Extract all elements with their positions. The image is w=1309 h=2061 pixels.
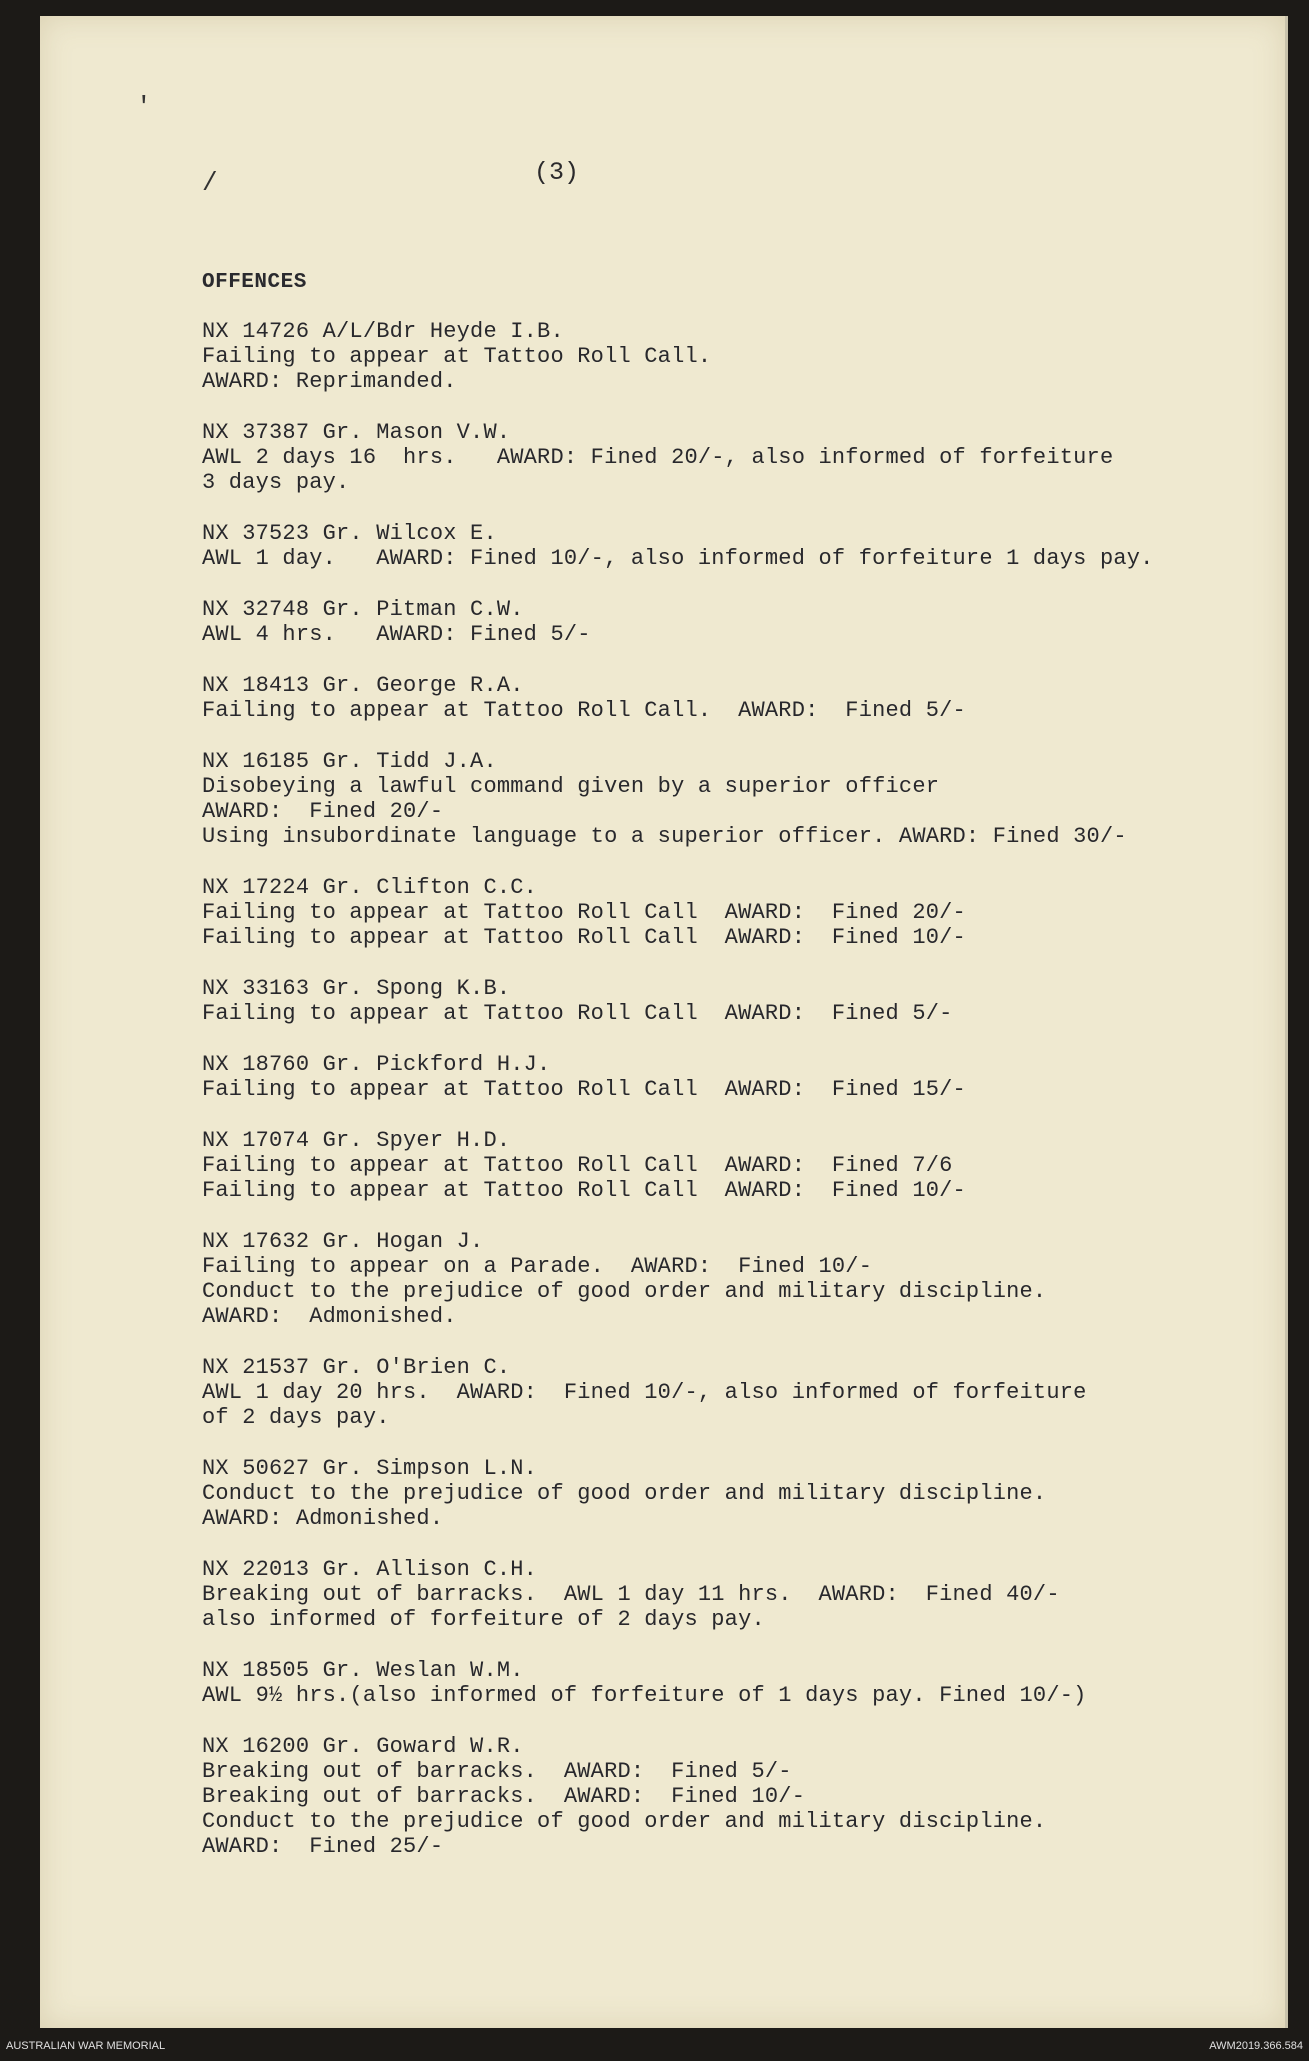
offence-detail-line: Using insubordinate language to a superior officer. AWARD: Fined 30/- bbox=[202, 824, 1127, 849]
offence-entry bbox=[202, 319, 1282, 394]
offence-soldier-line: NX 18760 Gr. Pickford H.J. bbox=[202, 1052, 551, 1077]
pencil-mark-icon: / bbox=[202, 168, 218, 198]
offence-soldier-line: NX 16185 Gr. Tidd J.A. bbox=[202, 749, 497, 774]
offence-detail-line: Breaking out of barracks. AWL 1 day 11 hrs. AWARD: Fined 40/- bbox=[202, 1582, 1060, 1607]
offence-detail-line: Failing to appear at Tattoo Roll Call AWARD: Fined 7/6 bbox=[202, 1153, 953, 1178]
offence-soldier-line: NX 18505 Gr. Weslan W.M. bbox=[202, 1658, 524, 1683]
footer-institution: AUSTRALIAN WAR MEMORIAL bbox=[6, 2040, 166, 2052]
offence-detail-line: AWL 2 days 16 hrs. AWARD: Fined 20/-, also informed of forfeiture bbox=[202, 445, 1114, 470]
pencil-mark-icon: ' bbox=[136, 92, 152, 122]
offence-entry bbox=[202, 1456, 1282, 1531]
offence-detail-line: Failing to appear at Tattoo Roll Call. AWARD: Fined 5/- bbox=[202, 698, 966, 723]
offence-detail-line: also informed of forfeiture of 2 days pay. bbox=[202, 1607, 765, 1632]
offence-detail-line: Failing to appear at Tattoo Roll Call AWARD: Fined 15/- bbox=[202, 1077, 966, 1102]
offence-entry bbox=[202, 1355, 1282, 1430]
offence-detail-line: Disobeying a lawful command given by a superior officer bbox=[202, 774, 940, 799]
offence-soldier-line: NX 50627 Gr. Simpson L.N. bbox=[202, 1456, 538, 1481]
offence-detail-line: Failing to appear at Tattoo Roll Call AWARD: Fined 5/- bbox=[202, 1001, 953, 1026]
offence-detail-line: Failing to appear at Tattoo Roll Call AWARD: Fined 10/- bbox=[202, 1178, 966, 1203]
offence-soldier-line: NX 21537 Gr. O'Brien C. bbox=[202, 1355, 511, 1380]
offence-entry bbox=[202, 673, 1282, 723]
offence-entry bbox=[202, 1229, 1282, 1329]
offence-soldier-line: NX 37523 Gr. Wilcox E. bbox=[202, 521, 497, 546]
page-number: (3) bbox=[534, 158, 580, 187]
offence-detail-line: AWARD: Fined 20/- bbox=[202, 799, 444, 824]
offence-entry bbox=[202, 597, 1282, 647]
offence-detail-line: Failing to appear at Tattoo Roll Call AWARD: Fined 10/- bbox=[202, 925, 966, 950]
offence-detail-line: AWARD: Admonished. bbox=[202, 1506, 444, 1531]
offence-detail-line: Failing to appear at Tattoo Roll Call. bbox=[202, 344, 712, 369]
offence-soldier-line: NX 14726 A/L/Bdr Heyde I.B. bbox=[202, 319, 564, 344]
offence-soldier-line: NX 32748 Gr. Pitman C.W. bbox=[202, 597, 524, 622]
offence-entry bbox=[202, 976, 1282, 1026]
offence-list bbox=[202, 319, 1282, 1885]
offence-entry bbox=[202, 521, 1282, 571]
offence-detail-line: AWL 4 hrs. AWARD: Fined 5/- bbox=[202, 622, 591, 647]
offence-detail-line: Conduct to the prejudice of good order and military discipline. bbox=[202, 1279, 1047, 1304]
offence-soldier-line: NX 22013 Gr. Allison C.H. bbox=[202, 1557, 538, 1582]
offence-detail-line: Failing to appear on a Parade. AWARD: Fined 10/- bbox=[202, 1254, 873, 1279]
offence-soldier-line: NX 37387 Gr. Mason V.W. bbox=[202, 420, 511, 445]
offence-detail-line: AWL 1 day. AWARD: Fined 10/-, also informed of forfeiture 1 days pay. bbox=[202, 546, 1154, 571]
offence-detail-line: AWARD: Fined 25/- bbox=[202, 1834, 444, 1859]
offence-soldier-line: NX 33163 Gr. Spong K.B. bbox=[202, 976, 511, 1001]
section-heading: OFFENCES bbox=[202, 271, 307, 294]
offence-detail-line: of 2 days pay. bbox=[202, 1405, 390, 1430]
offence-entry bbox=[202, 1557, 1282, 1632]
offence-detail-line: AWARD: Reprimanded. bbox=[202, 369, 457, 394]
offence-soldier-line: NX 17074 Gr. Spyer H.D. bbox=[202, 1128, 511, 1153]
offence-soldier-line: NX 16200 Gr. Goward W.R. bbox=[202, 1734, 524, 1759]
offence-detail-line: Failing to appear at Tattoo Roll Call AWARD: Fined 20/- bbox=[202, 900, 966, 925]
offence-detail-line: Breaking out of barracks. AWARD: Fined 5/- bbox=[202, 1759, 792, 1784]
offence-entry bbox=[202, 875, 1282, 950]
offence-detail-line: AWL 1 day 20 hrs. AWARD: Fined 10/-, also informed of forfeiture bbox=[202, 1380, 1087, 1405]
offence-soldier-line: NX 17224 Gr. Clifton C.C. bbox=[202, 875, 538, 900]
offence-detail-line: Breaking out of barracks. AWARD: Fined 10/- bbox=[202, 1784, 806, 1809]
offence-entry bbox=[202, 1052, 1282, 1102]
offence-detail-line: Conduct to the prejudice of good order and military discipline. bbox=[202, 1481, 1047, 1506]
offence-detail-line: AWARD: Admonished. bbox=[202, 1304, 457, 1329]
offence-detail-line: 3 days pay. bbox=[202, 470, 350, 495]
offence-detail-line: AWL 9½ hrs.(also informed of forfeiture of 1 days pay. Fined 10/-) bbox=[202, 1683, 1087, 1708]
document-page bbox=[40, 16, 1288, 2028]
offence-soldier-line: NX 18413 Gr. George R.A. bbox=[202, 673, 524, 698]
offence-soldier-line: NX 17632 Gr. Hogan J. bbox=[202, 1229, 484, 1254]
offence-entry bbox=[202, 1128, 1282, 1203]
offence-entry bbox=[202, 749, 1282, 849]
offence-detail-line: Conduct to the prejudice of good order and military discipline. bbox=[202, 1809, 1047, 1834]
offence-entry bbox=[202, 420, 1282, 495]
offence-entry bbox=[202, 1734, 1282, 1859]
footer-accession-number: AWM2019.366.584 bbox=[1209, 2040, 1303, 2052]
offence-entry bbox=[202, 1658, 1282, 1708]
